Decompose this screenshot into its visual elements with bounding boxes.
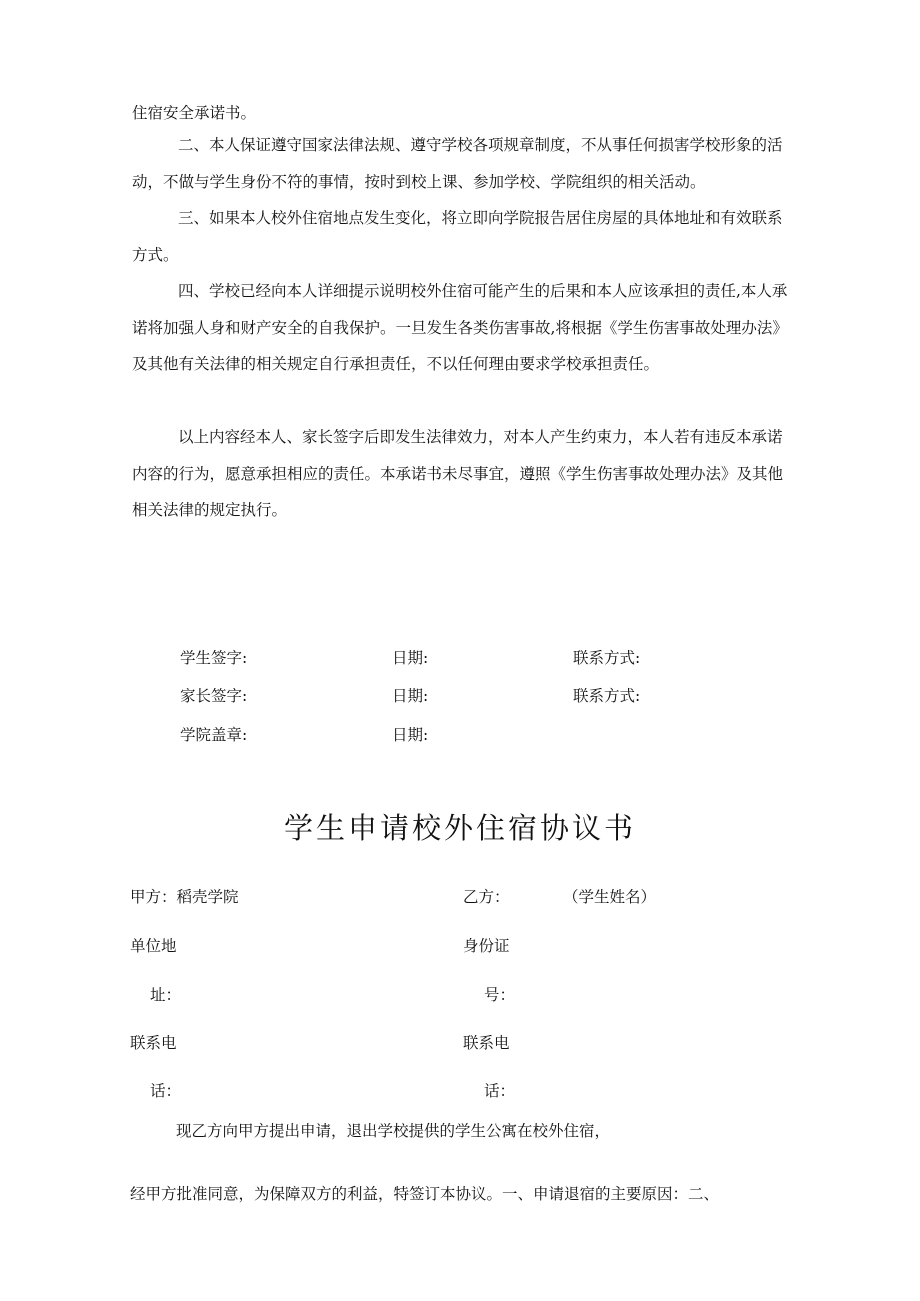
- commitment-paragraph-heading: 住宿安全承诺书。: [132, 104, 257, 122]
- party-a-phone-label-line2: 话：: [150, 1082, 182, 1100]
- agreement-title: 学生申请校外住宿协议书: [283, 811, 636, 845]
- address-label-line1: 单位地: [130, 937, 177, 955]
- address-label-line2: 址：: [150, 986, 182, 1004]
- student-date-label: 日期:: [392, 649, 429, 667]
- commitment-paragraph-4: 四、学校已经向本人详细提示说明校外住宿可能产生的后果和本人应该承担的责任,本人承诺将加强人身和财产安全的自我保护。一旦发生各类伤害事故,将根据《学生伤害事故处理办法》及其他有关法律的相关规定自行承担责任，不以任何理由要求学校承担责任。: [132, 282, 788, 373]
- agreement-intro: 现乙方向甲方提出申请，退出学校提供的学生公寓在校外住宿，: [176, 1122, 611, 1140]
- student-name-hint: （学生姓名）: [563, 888, 657, 906]
- student-signature-label: 学生签字:: [180, 649, 248, 667]
- id-label-line2: 号：: [484, 986, 516, 1004]
- commitment-paragraph-2: 二、本人保证遵守国家法律法规、遵守学校各项规章制度，不从事任何损害学校形象的活动，不做与学生身份不符的事情，按时到校上课、参加学校、学院组织的相关活动。: [132, 136, 783, 191]
- parent-date-label: 日期:: [392, 687, 429, 705]
- college-seal-label: 学院盖章:: [180, 726, 248, 744]
- parent-contact-label: 联系方式:: [573, 687, 641, 705]
- student-contact-label: 联系方式:: [573, 649, 641, 667]
- party-a-label: 甲方：稻壳学院: [130, 888, 239, 906]
- commitment-paragraph-3: 三、如果本人校外住宿地点发生变化，将立即向学院报告居住房屋的具体地址和有效联系方式。: [132, 209, 783, 264]
- party-b-label: 乙方：: [463, 888, 510, 906]
- party-b-phone-label-line2: 话：: [484, 1082, 516, 1100]
- commitment-paragraph-5: 以上内容经本人、家长签字后即发生法律效力，对本人产生约束力，本人若有违反本承诺内容的行为，愿意承担相应的责任。本承诺书未尽事宜，遵照《学生伤害事故处理办法》及其他相关法律的规定执行。: [132, 428, 784, 519]
- agreement-body-line: 经甲方批准同意，为保障双方的利益，特签订本协议。一、申请退宿的主要原因：二、: [130, 1185, 720, 1203]
- college-date-label: 日期:: [392, 726, 429, 744]
- party-a-phone-label-line1: 联系电: [130, 1034, 177, 1052]
- id-label-line1: 身份证: [463, 937, 510, 955]
- parent-signature-label: 家长签字:: [180, 687, 248, 705]
- party-b-phone-label-line1: 联系电: [463, 1034, 510, 1052]
